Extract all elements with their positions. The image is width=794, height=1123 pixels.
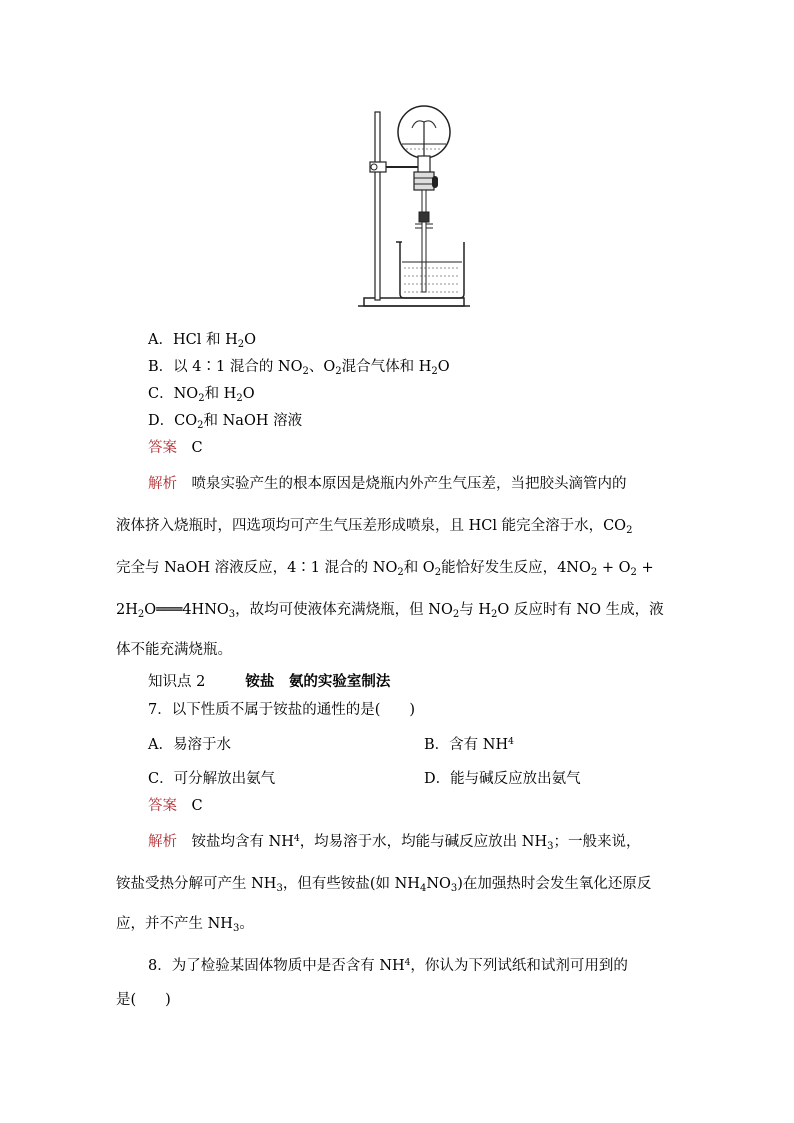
section-title: 铵盐 氨的实验室制法 <box>245 673 391 690</box>
q8-stem-line-1: 8．为了检验某固体物质中是否含有 $NH^4$，你认为下列试纸和试剂可用到的 <box>148 958 628 974</box>
q6-option-a: A．HCl 和 $H_2O$ <box>148 332 256 350</box>
q7-option-d: D．能与碱反应放出氨气 <box>424 771 581 787</box>
q6-answer: 答案 C <box>148 440 203 456</box>
fountain-apparatus-figure <box>346 96 486 322</box>
q6-option-d: D．$CO_2$和 NaOH 溶液 <box>148 413 303 431</box>
q6-analysis-line-3: 完全与 NaOH 溶液反应，4∶1 混合的 $NO_2$和 $O_2$能恰好发生反应，$4NO_2 + O_2$ + <box>116 560 654 578</box>
q6-option-b: B．以 4∶1 混合的 $NO_2$、$O_2$混合气体和 $H_2O$ <box>148 359 450 377</box>
q6-option-c: C．$NO_2$和 $H_2O$ <box>148 386 255 404</box>
q7-answer: 答案 C <box>148 798 203 814</box>
q6-analysis-line-5: 体不能充满烧瓶。 <box>116 642 232 658</box>
q7-analysis-line-2: 铵盐受热分解可产生 $NH_3$，但有些铵盐(如 $NH_4NO_3$)在加强热时会发生氧化还原反 <box>116 876 652 894</box>
analysis-label: 解析 <box>148 834 177 850</box>
q6-analysis-line-4: $2H_2O═══4HNO_3$，故均可使液体充满烧瓶，但 $NO_2$与 $H_2O$ 反应时有 NO 生成，液 <box>116 602 664 620</box>
q6-analysis-line-2: 液体挤入烧瓶时，四选项均可产生气压差形成喷泉，且 HCl 能完全溶于水，$CO_2$ <box>116 518 633 536</box>
q7-option-b: B．含有 $NH^4$ <box>424 737 514 753</box>
q7-analysis-line-1: 解析 铵盐均含有 $NH^4$，均易溶于水，均能与碱反应放出 $NH_3$；一般来说， <box>148 834 641 852</box>
q8-stem-line-2: 是( ) <box>116 992 171 1008</box>
analysis-label: 解析 <box>148 476 177 492</box>
answer-label: 答案 <box>148 798 177 814</box>
q7-stem: 7．以下性质不属于铵盐的通性的是( ) <box>148 702 416 718</box>
section-header <box>148 672 390 692</box>
q6-analysis-line-1: 解析 喷泉实验产生的根本原因是烧瓶内外产生气压差，当把胶头滴管内的 <box>148 476 627 492</box>
section-label: 知识点 2 <box>148 674 206 690</box>
q7-analysis-line-3: 应，并不产生 $NH_3$。 <box>116 916 254 934</box>
answer-label: 答案 <box>148 440 177 456</box>
q7-option-c: C．可分解放出氨气 <box>148 771 276 787</box>
q7-option-a: A．易溶于水 <box>148 737 231 753</box>
